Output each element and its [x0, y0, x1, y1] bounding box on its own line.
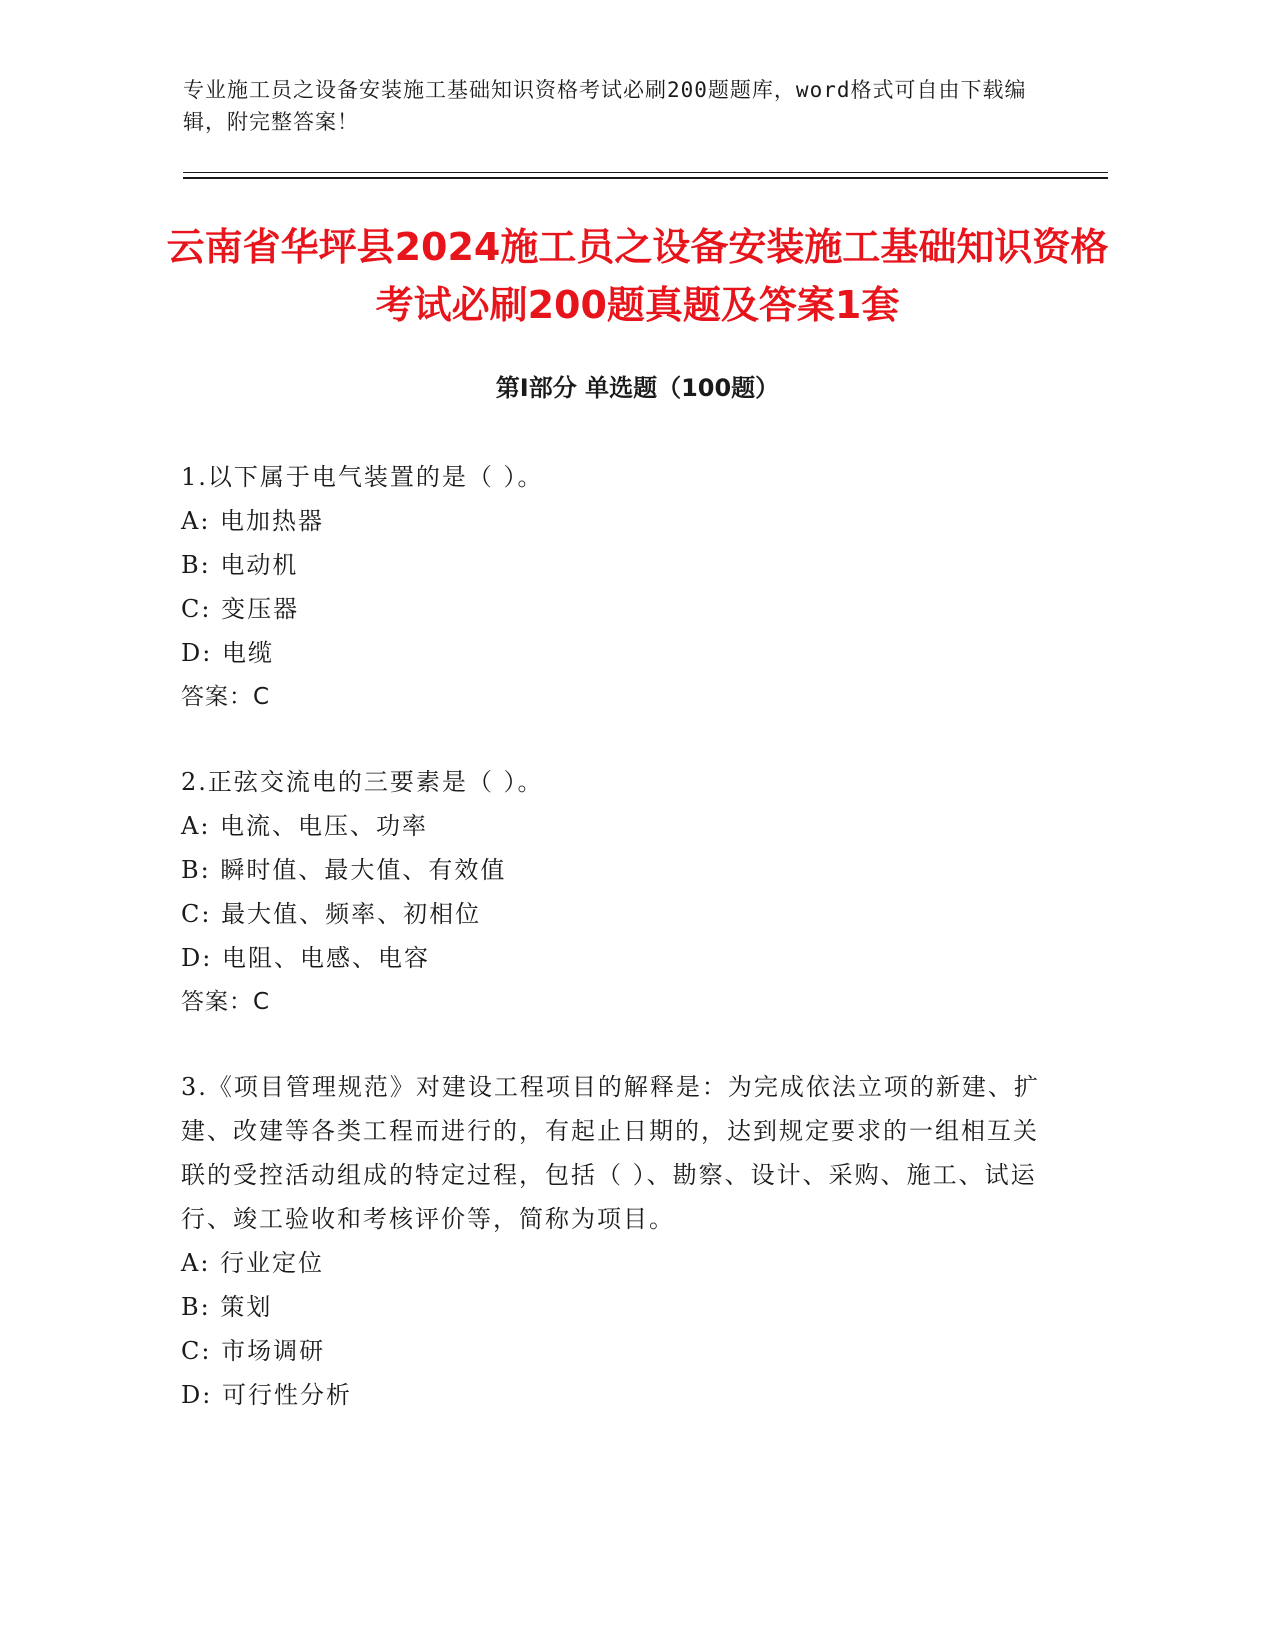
question-2	[181, 760, 1041, 1024]
option-a: A: 行业定位	[181, 1249, 325, 1277]
question-stem: 1.以下属于电气装置的是（ ）。	[181, 463, 544, 491]
document-title: 云南省华坪县2024施工员之设备安装施工基础知识资格考试必刷200题真题及答案1套	[166, 225, 1109, 327]
question-stem: 3.《项目管理规范》对建设工程项目的解释是：为完成依法立项的新建、扩建、改建等各类工程而进行的，有起止日期的，达到规定要求的一组相互关联的受控活动组成的特定过程，包括（ ）、勘察、设计、采购、施工、试运行、竣工验收和考核评价等，简称为项目。	[181, 1073, 1040, 1233]
option-d: D: 电阻、电感、电容	[181, 944, 430, 972]
option-b: B: 策划	[181, 1293, 273, 1321]
section-heading: 第Ⅰ部分 单选题（100题）	[495, 374, 780, 402]
question-3	[181, 1065, 1041, 1417]
header-divider-thin	[183, 172, 1108, 173]
answer: 答案：C	[181, 684, 271, 710]
option-d: D: 可行性分析	[181, 1381, 352, 1409]
option-c: C: 市场调研	[181, 1337, 326, 1365]
header-note: 专业施工员之设备安装施工基础知识资格考试必刷200题题库，word格式可自由下载编辑，附完整答案！	[183, 78, 1027, 134]
question-stem: 2.正弦交流电的三要素是（ ）。	[181, 768, 544, 796]
question-1	[181, 455, 1041, 719]
option-b: B: 电动机	[181, 551, 299, 579]
option-a: A: 电流、电压、功率	[181, 812, 429, 840]
option-d: D: 电缆	[181, 639, 274, 667]
answer: 答案：C	[181, 989, 271, 1015]
header-divider-thick	[183, 177, 1108, 179]
option-b: B: 瞬时值、最大值、有效值	[181, 856, 507, 884]
option-a: A: 电加热器	[181, 507, 325, 535]
option-c: C: 最大值、频率、初相位	[181, 900, 482, 928]
option-c: C: 变压器	[181, 595, 300, 623]
